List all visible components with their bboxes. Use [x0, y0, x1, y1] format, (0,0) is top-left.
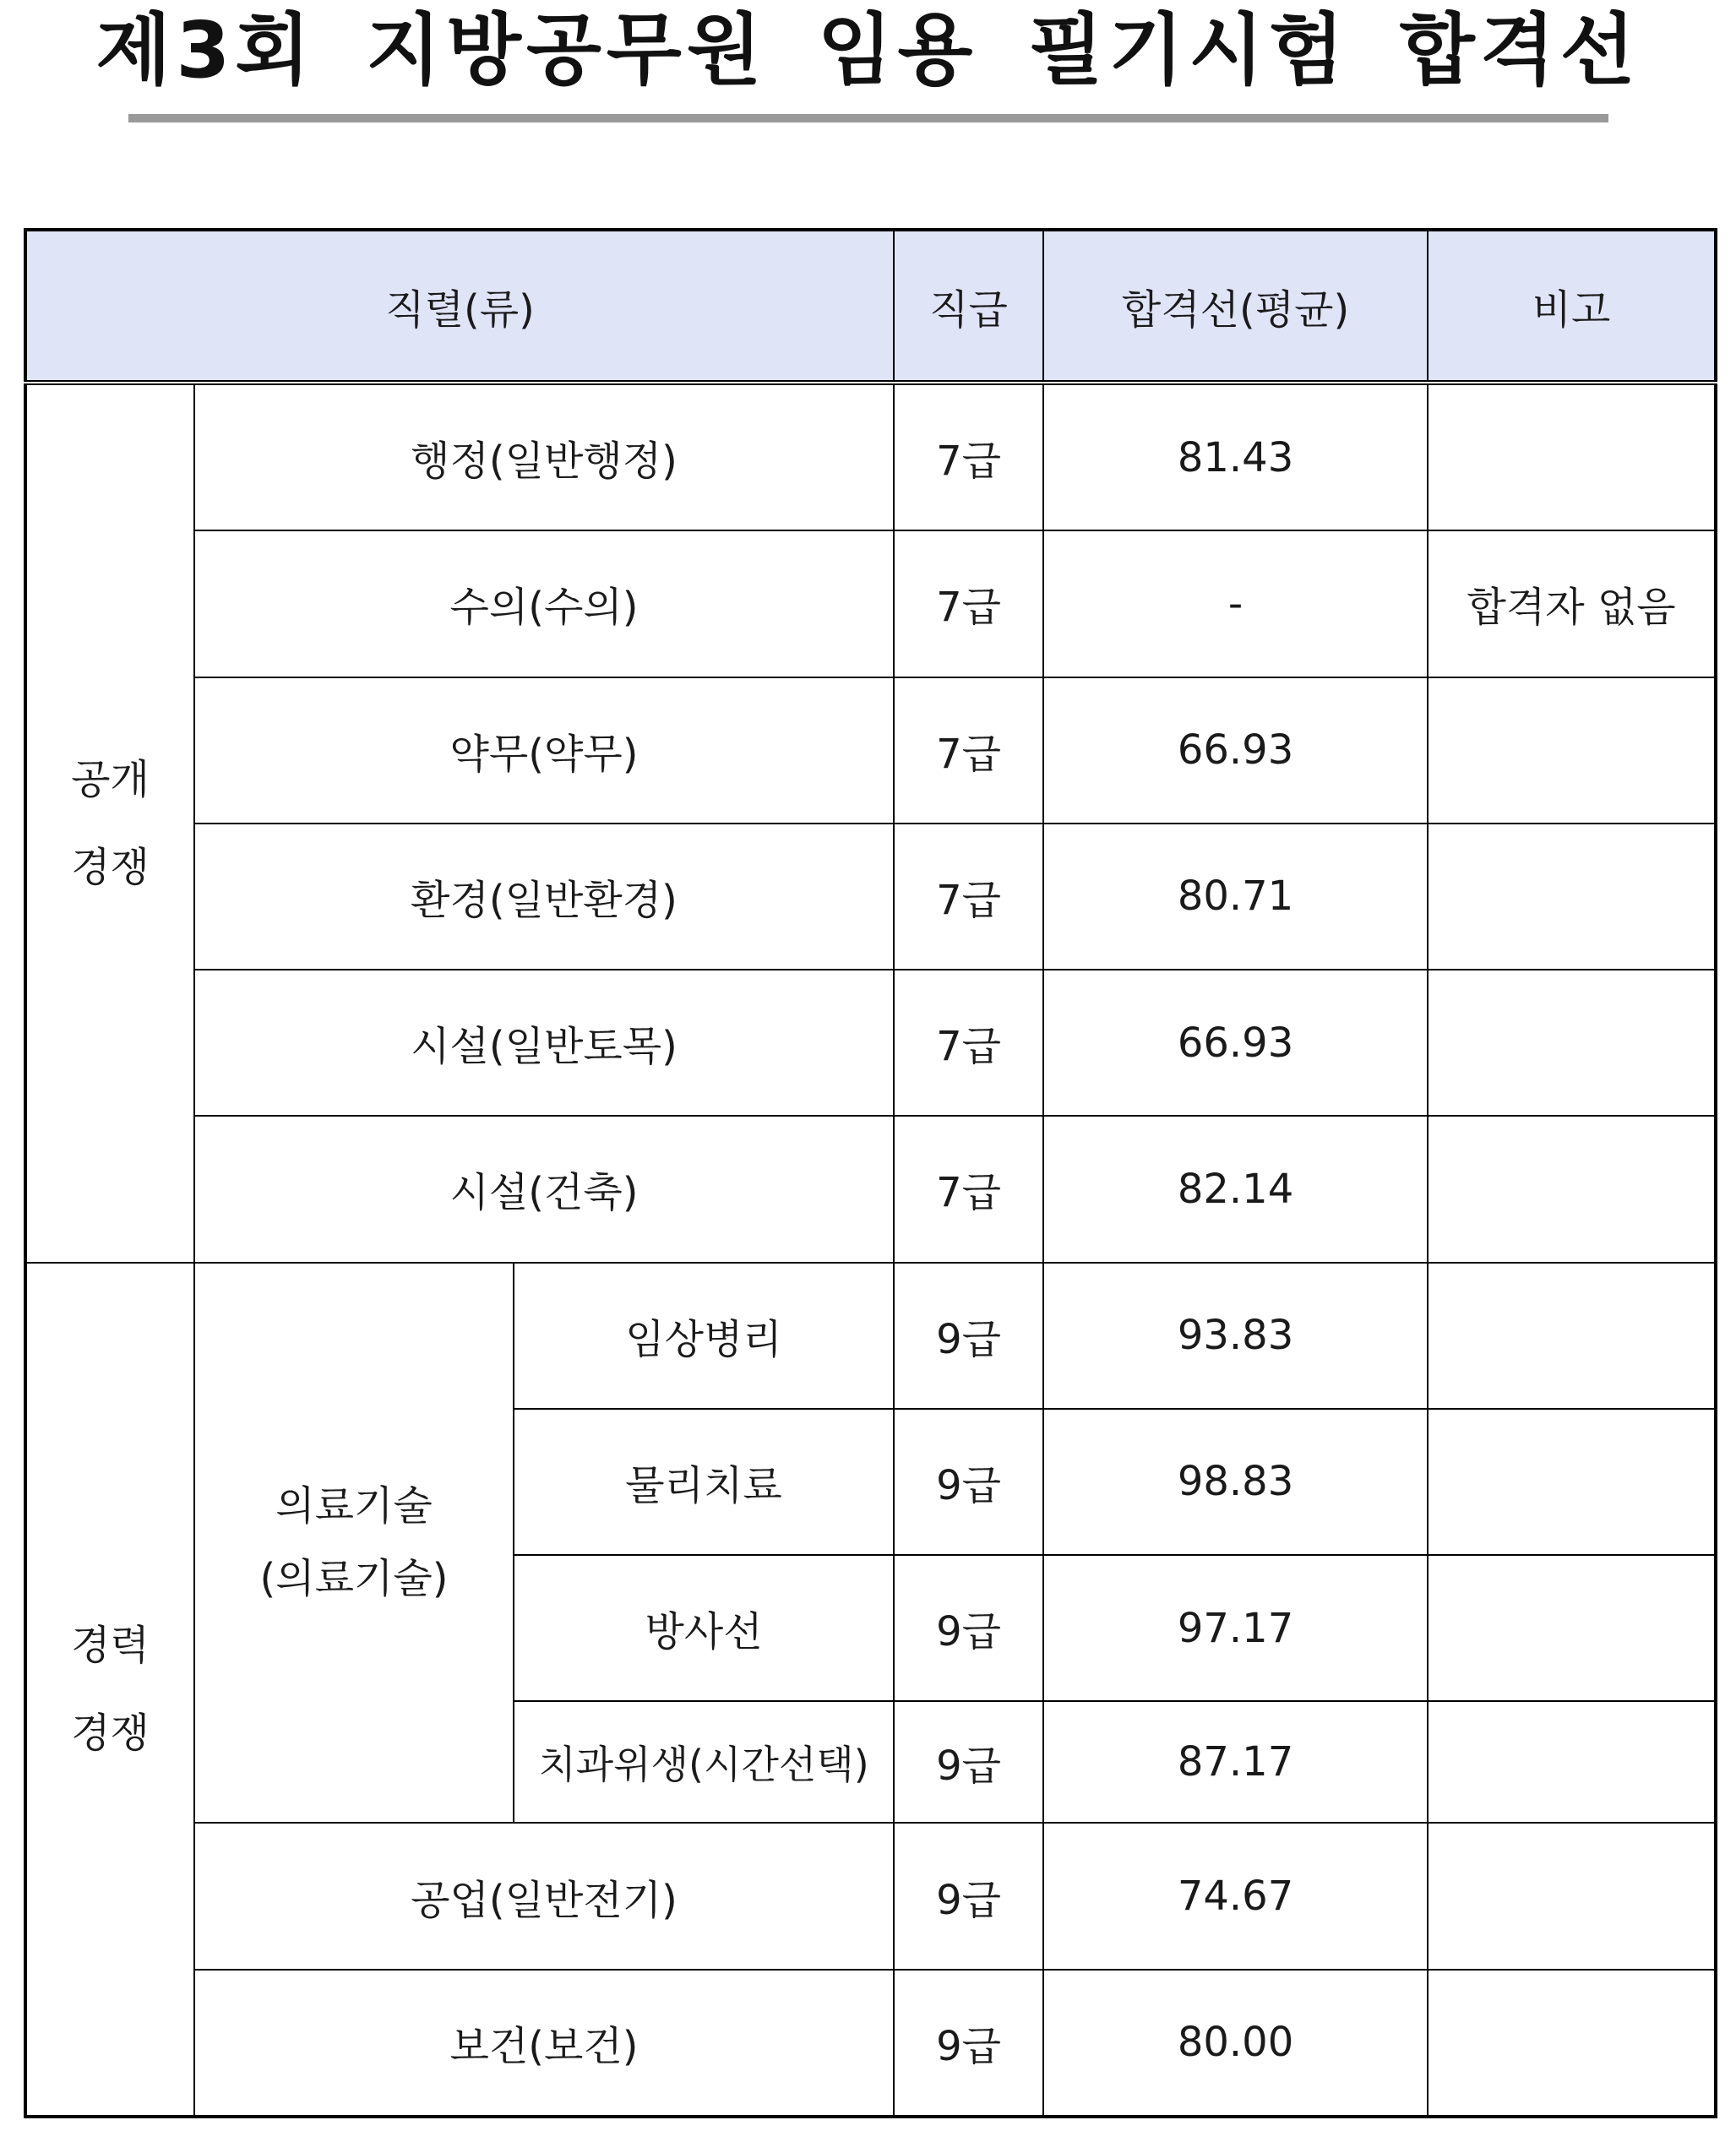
table-row [25, 383, 1716, 530]
header-series: 직렬(류) [25, 230, 894, 383]
series-cell: 약무(약무) [194, 677, 894, 824]
note-cell [1428, 824, 1716, 970]
cutoff-cell: 66.93 [1043, 970, 1428, 1116]
grade-cell: 9급 [894, 1409, 1043, 1555]
cutoff-cell: - [1043, 530, 1428, 677]
category-open-competition: 공개 경쟁 [25, 383, 194, 1263]
note-cell [1428, 1701, 1716, 1823]
note-cell [1428, 383, 1716, 530]
table-row [25, 677, 1716, 824]
note-cell: 합격자 없음 [1428, 530, 1716, 677]
header-grade: 직급 [894, 230, 1043, 383]
grade-cell: 7급 [894, 1116, 1043, 1262]
table-row [25, 1263, 1716, 1409]
page-title: 제3회 지방공무원 임용 필기시험 합격선 [95, 5, 1641, 95]
grade-cell: 7급 [894, 383, 1043, 530]
note-cell [1428, 970, 1716, 1116]
cutoff-cell: 87.17 [1043, 1701, 1428, 1823]
grade-cell: 7급 [894, 824, 1043, 970]
grade-cell: 9급 [894, 1970, 1043, 2117]
note-cell [1428, 1970, 1716, 2117]
subgroup-medical-technology: 의료기술 (의료기술) [194, 1263, 514, 1824]
cutoff-cell: 80.71 [1043, 824, 1428, 970]
grade-cell: 9급 [894, 1701, 1043, 1823]
note-cell [1428, 1823, 1716, 1969]
table-row [25, 1970, 1716, 2117]
series-cell: 치과위생(시간선택) [514, 1701, 894, 1823]
title-divider [128, 114, 1608, 122]
header-cutoff: 합격선(평균) [1043, 230, 1428, 383]
cutoff-cell: 82.14 [1043, 1116, 1428, 1262]
grade-cell: 7급 [894, 677, 1043, 824]
cutoff-cell: 81.43 [1043, 383, 1428, 530]
note-cell [1428, 677, 1716, 824]
table-row [25, 1116, 1716, 1262]
table-row [25, 824, 1716, 970]
grade-cell: 9급 [894, 1263, 1043, 1409]
header-note: 비고 [1428, 230, 1716, 383]
cutoff-cell: 98.83 [1043, 1409, 1428, 1555]
grade-cell: 7급 [894, 970, 1043, 1116]
table-row [25, 970, 1716, 1116]
note-cell [1428, 1555, 1716, 1701]
table-row [25, 530, 1716, 677]
cutoff-cell: 93.83 [1043, 1263, 1428, 1409]
cutoff-cell: 66.93 [1043, 677, 1428, 824]
series-cell: 보건(보건) [194, 1970, 894, 2117]
note-cell [1428, 1263, 1716, 1409]
series-cell: 환경(일반환경) [194, 824, 894, 970]
series-cell: 수의(수의) [194, 530, 894, 677]
series-cell: 시설(일반토목) [194, 970, 894, 1116]
series-cell: 공업(일반전기) [194, 1823, 894, 1969]
series-cell: 물리치료 [514, 1409, 894, 1555]
table-row [25, 1823, 1716, 1969]
grade-cell: 9급 [894, 1823, 1043, 1969]
note-cell [1428, 1116, 1716, 1262]
series-cell: 임상병리 [514, 1263, 894, 1409]
series-cell: 시설(건축) [194, 1116, 894, 1262]
cutoff-cell: 97.17 [1043, 1555, 1428, 1701]
table-header-row [25, 230, 1716, 383]
grade-cell: 7급 [894, 530, 1043, 677]
category-career-competition: 경력 경쟁 [25, 1263, 194, 2117]
cutoff-table [24, 228, 1717, 2118]
note-cell [1428, 1409, 1716, 1555]
grade-cell: 9급 [894, 1555, 1043, 1701]
series-cell: 방사선 [514, 1555, 894, 1701]
cutoff-cell: 80.00 [1043, 1970, 1428, 2117]
cutoff-cell: 74.67 [1043, 1823, 1428, 1969]
series-cell: 행정(일반행정) [194, 383, 894, 530]
